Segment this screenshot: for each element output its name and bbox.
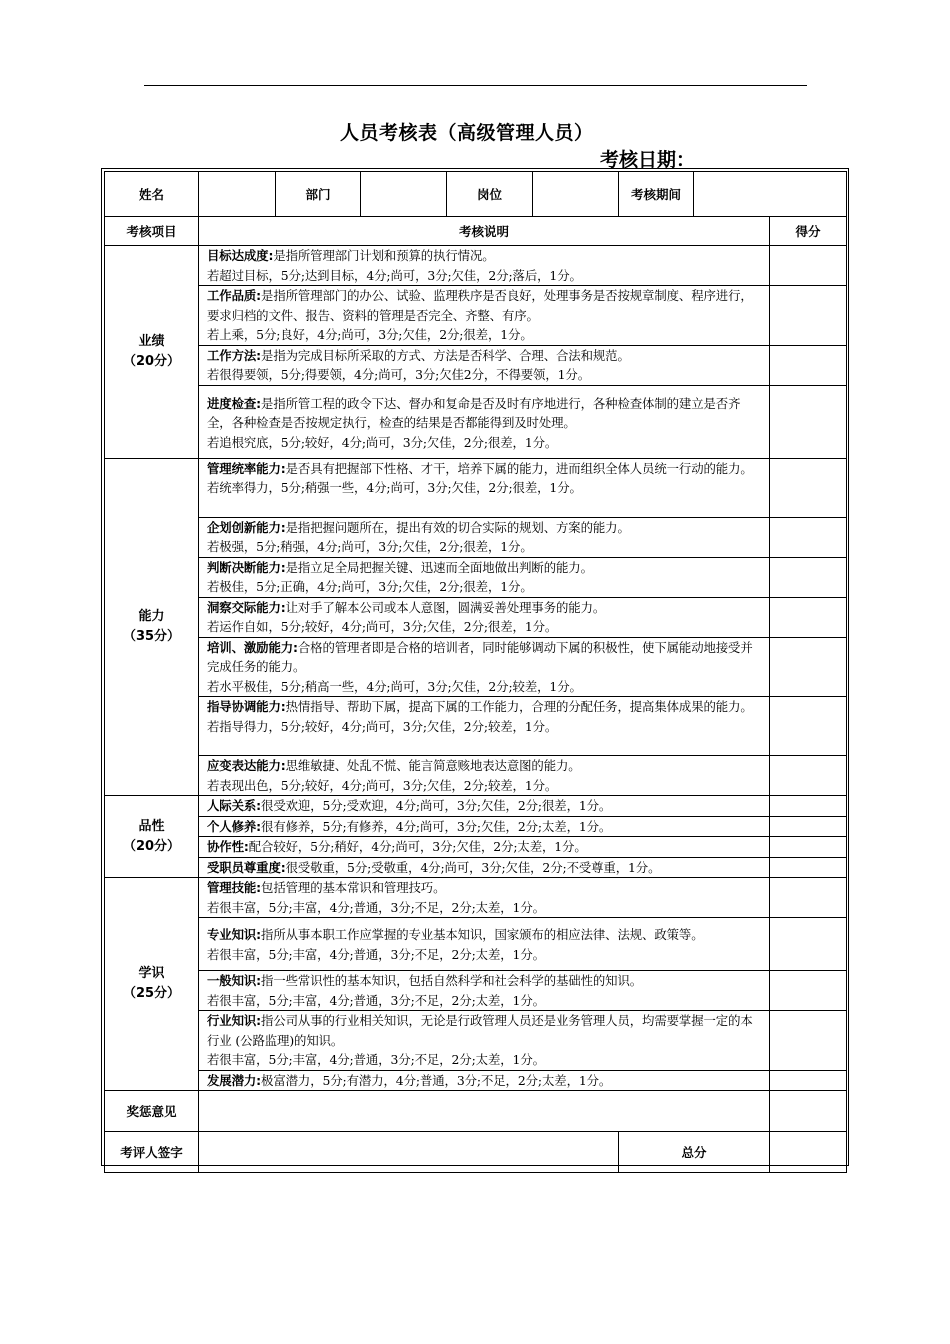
- reward-score-cell[interactable]: [770, 1091, 847, 1132]
- criterion-label: 判断决断能力:: [207, 559, 286, 575]
- criterion-scale: 若很得要领，5分;得要领，4分;尚可，3分;欠佳2分，不得要领，1分。: [207, 367, 590, 382]
- criterion-scale: 若极佳，5分;正确，4分;尚可，3分;欠佳，2分;很差，1分。: [207, 579, 533, 594]
- criterion-row: [105, 697, 847, 756]
- page-title: 人员考核表（高级管理人员）: [340, 122, 594, 144]
- category-name: 学识: [138, 966, 165, 981]
- col-desc-header: 考核说明: [199, 217, 770, 246]
- score-cell[interactable]: [770, 345, 847, 385]
- criterion-label: 受职员尊重度:: [207, 859, 286, 875]
- criterion-row: [105, 918, 847, 971]
- criterion-description: [199, 345, 770, 385]
- criterion-description: [199, 837, 770, 858]
- score-cell[interactable]: [770, 557, 847, 597]
- criterion-label: 企划创新能力:: [207, 519, 286, 535]
- criterion-label: 一般知识:: [207, 973, 262, 988]
- category-name: 品性: [138, 818, 165, 834]
- category-points: （25分）: [122, 986, 181, 1001]
- criterion-row: [105, 458, 847, 517]
- category-name: 能力: [138, 608, 165, 624]
- basic-info-row: [105, 172, 847, 217]
- criterion-row: [105, 756, 847, 796]
- criterion-text: 是指所管理部门的办公、试验、监理秩序是否良好，处理事务是否按规章制度、程序进行，要求归档的文件、报告、资料的管理是否完全、齐整、有序。: [207, 288, 753, 323]
- criterion-row: [105, 637, 847, 697]
- reward-field[interactable]: [199, 1091, 770, 1132]
- criterion-text: 是指所管工程的政令下达、督办和复命是否及时有序地进行，各种检查体制的建立是否齐全，各种检查是否按规定执行，检查的结果是否都能得到及时处理。: [207, 395, 741, 430]
- criterion-scale: 若水平极佳，5分;稍高一些，4分;尚可，3分;欠佳，2分;较差，1分。: [207, 678, 582, 694]
- criterion-label: 目标达成度:: [207, 248, 274, 263]
- column-header-row: [105, 217, 847, 246]
- criterion-row: [105, 557, 847, 597]
- criterion-description: [199, 286, 770, 346]
- criterion-row: [105, 517, 847, 557]
- signer-label: 考评人签字: [105, 1132, 199, 1173]
- criterion-row: [105, 1070, 847, 1091]
- criterion-text: 指公司从事的行业相关知识，无论是行政管理人员还是业务管理人员，均需要掌握一定的本行业 (公路监理)的知识。: [207, 1013, 753, 1048]
- criterion-description: [199, 816, 770, 837]
- criterion-label: 指导协调能力:: [207, 699, 286, 714]
- assessment-form: [101, 168, 849, 1166]
- criterion-row: [105, 878, 847, 918]
- criterion-description: [199, 1011, 770, 1071]
- criterion-text: 是指为完成目标所采取的方式、方法是否科学、合理、合法和规范。: [261, 347, 630, 363]
- criterion-scale: 若很丰富，5分;丰富，4分;普通，3分;不足，2分;太差，1分。: [207, 992, 545, 1008]
- criterion-label: 洞察交际能力:: [207, 599, 286, 615]
- criterion-scale: 若指导得力，5分;较好，4分;尚可，3分;欠佳，2分;较差，1分。: [207, 718, 558, 734]
- criterion-scale: 若表现出色，5分;较好，4分;尚可，3分;欠佳，2分;较差，1分。: [207, 777, 558, 793]
- criterion-label: 协作性:: [207, 839, 249, 854]
- category-points: （20分）: [122, 838, 181, 854]
- score-cell[interactable]: [770, 837, 847, 858]
- criterion-row: [105, 1011, 847, 1071]
- criterion-description: [199, 557, 770, 597]
- category-points: （35分）: [122, 628, 181, 644]
- criterion-label: 管理技能:: [207, 880, 262, 895]
- criterion-text: 是指所管理部门计划和预算的执行情况。: [273, 248, 495, 263]
- criterion-row: [105, 597, 847, 637]
- criterion-scale: 若运作自如，5分;较好，4分;尚可，3分;欠佳，2分;很差，1分。: [207, 619, 558, 634]
- score-cell[interactable]: [770, 816, 847, 837]
- criterion-row: [105, 971, 847, 1011]
- score-cell[interactable]: [770, 1011, 847, 1071]
- criterion-row: [105, 286, 847, 346]
- score-cell[interactable]: [770, 878, 847, 918]
- category-character: [105, 796, 199, 878]
- criterion-text: 热情指导、帮助下属，提高下属的工作能力，合理的分配任务，提高集体成果的能力。: [285, 699, 753, 714]
- score-cell[interactable]: [770, 1070, 847, 1091]
- criterion-row: [105, 385, 847, 458]
- criterion-label: 应变表达能力:: [207, 758, 286, 773]
- criterion-description: [199, 1070, 770, 1091]
- criterion-label: 培训、激励能力:: [207, 639, 298, 655]
- post-label: 岗位: [447, 172, 533, 217]
- score-cell[interactable]: [770, 756, 847, 796]
- score-cell[interactable]: [770, 637, 847, 697]
- criterion-text: 很有修养，5分;有修养，4分;尚可，3分;欠佳，2分;太差，1分。: [261, 818, 612, 834]
- total-label: 总分: [619, 1132, 770, 1173]
- criterion-description: [199, 878, 770, 918]
- criterion-label: 人际关系:: [207, 798, 262, 813]
- criterion-text: 指一些常识性的基本知识，包括自然科学和社会科学的基础性的知识。: [261, 973, 643, 988]
- col-score-header: 得分: [770, 217, 847, 246]
- criterion-label: 个人修养:: [207, 818, 262, 834]
- reward-label: 奖惩意见: [105, 1091, 199, 1132]
- category-ability: [105, 458, 199, 796]
- criterion-text: 是否具有把握部下性格、才干，培养下属的能力，进而组织全体人员统一行动的能力。: [285, 460, 753, 476]
- criterion-text: 极富潜力，5分;有潜力，4分;普通，3分;不足，2分;太差，1分。: [261, 1072, 612, 1088]
- total-score-field[interactable]: [770, 1132, 847, 1173]
- category-knowledge: [105, 878, 199, 1091]
- criterion-row: [105, 796, 847, 817]
- criterion-label: 工作方法:: [207, 347, 262, 363]
- post-field[interactable]: [533, 172, 619, 217]
- assessment-table: [104, 171, 847, 1173]
- criterion-label: 专业知识:: [207, 927, 262, 942]
- signature-row: [105, 1132, 847, 1173]
- criterion-row: [105, 816, 847, 837]
- name-field[interactable]: [199, 172, 276, 217]
- score-cell[interactable]: [770, 286, 847, 346]
- reward-row: [105, 1091, 847, 1132]
- criterion-description: [199, 857, 770, 878]
- criterion-description: [199, 458, 770, 517]
- criterion-description: [199, 756, 770, 796]
- col-item-header: 考核项目: [105, 217, 199, 246]
- criterion-text: 指所从事本职工作应掌握的专业基本知识，国家颁布的相应法律、法规、政策等。: [261, 927, 704, 942]
- criterion-description: [199, 637, 770, 697]
- criterion-scale: 若统率得力，5分;稍强一些，4分;尚可，3分;欠佳，2分;很差，1分。: [207, 480, 582, 495]
- period-label: 考核期间: [619, 172, 694, 217]
- criterion-label: 管理统率能力:: [207, 460, 286, 476]
- criterion-scale: 若很丰富，5分;丰富，4分;普通，3分;不足，2分;太差，1分。: [207, 899, 545, 915]
- criterion-text: 是指立足全局把握关键、迅速而全面地做出判断的能力。: [285, 559, 593, 575]
- criterion-row: [105, 837, 847, 858]
- criterion-text: 很受敬重，5分;受敬重，4分;尚可，3分;欠佳，2分;不受尊重，1分。: [285, 859, 661, 875]
- dept-label: 部门: [276, 172, 361, 217]
- criterion-label: 行业知识:: [207, 1013, 262, 1028]
- criterion-description: [199, 246, 770, 286]
- criterion-text: 是指把握问题所在，提出有效的切合实际的规划、方案的能力。: [285, 519, 630, 535]
- criterion-row: [105, 345, 847, 385]
- criterion-scale: 若很丰富，5分;丰富，4分;普通，3分;不足，2分;太差，1分。: [207, 1052, 545, 1067]
- criterion-text: 配合较好，5分;稍好，4分;尚可，3分;欠佳，2分;太差，1分。: [248, 839, 587, 854]
- dept-field[interactable]: [361, 172, 447, 217]
- name-label: 姓名: [105, 172, 199, 217]
- criterion-scale: 若超过目标，5分;达到目标，4分;尚可，3分;欠佳，2分;落后，1分。: [207, 267, 582, 283]
- category-name: 业绩: [138, 333, 165, 349]
- criterion-row: [105, 857, 847, 878]
- score-cell[interactable]: [770, 246, 847, 286]
- top-rule: [144, 85, 807, 86]
- criterion-description: [199, 697, 770, 756]
- criterion-label: 进度检查:: [207, 395, 262, 411]
- signature-field[interactable]: [199, 1132, 619, 1173]
- criterion-text: 很受欢迎，5分;受欢迎，4分;尚可，3分;欠佳，2分;很差，1分。: [261, 798, 612, 813]
- criterion-description: [199, 597, 770, 637]
- criterion-description: [199, 385, 770, 458]
- criterion-text: 思维敏捷、处乱不慌、能言简意赅地表达意图的能力。: [285, 758, 581, 773]
- score-cell[interactable]: [770, 517, 847, 557]
- score-cell[interactable]: [770, 697, 847, 756]
- criterion-row: [105, 246, 847, 286]
- score-cell[interactable]: [770, 796, 847, 817]
- score-cell[interactable]: [770, 458, 847, 517]
- criterion-label: 工作品质:: [207, 288, 262, 303]
- criterion-description: [199, 796, 770, 817]
- criterion-description: [199, 918, 770, 971]
- category-points: （20分）: [122, 353, 181, 369]
- criterion-scale: 若追根究底，5分;较好，4分;尚可，3分;欠佳，2分;很差，1分。: [207, 434, 558, 450]
- criterion-text: 包括管理的基本常识和管理技巧。: [261, 880, 446, 895]
- criterion-scale: 若很丰富，5分;丰富，4分;普通，3分;不足，2分;太差，1分。: [207, 946, 545, 962]
- assessment-date-label: 考核日期：: [600, 149, 696, 171]
- score-cell[interactable]: [770, 971, 847, 1011]
- criterion-label: 发展潜力:: [207, 1072, 262, 1088]
- criterion-description: [199, 971, 770, 1011]
- score-cell[interactable]: [770, 385, 847, 458]
- criterion-text: 合格的管理者即是合格的培训者，同时能够调动下属的积极性，使下属能动地接受并完成任务的能力。: [207, 639, 753, 674]
- criterion-scale: 若上乘，5分;良好，4分;尚可，3分;欠佳，2分;很差，1分。: [207, 327, 533, 342]
- criterion-description: [199, 517, 770, 557]
- score-cell[interactable]: [770, 597, 847, 637]
- criterion-text: 让对手了解本公司或本人意图，圆满妥善处理事务的能力。: [285, 599, 606, 615]
- criterion-scale: 若极强，5分;稍强，4分;尚可，3分;欠佳，2分;很差，1分。: [207, 539, 533, 554]
- period-field[interactable]: [694, 172, 847, 217]
- category-performance: [105, 246, 199, 459]
- score-cell[interactable]: [770, 857, 847, 878]
- score-cell[interactable]: [770, 918, 847, 971]
